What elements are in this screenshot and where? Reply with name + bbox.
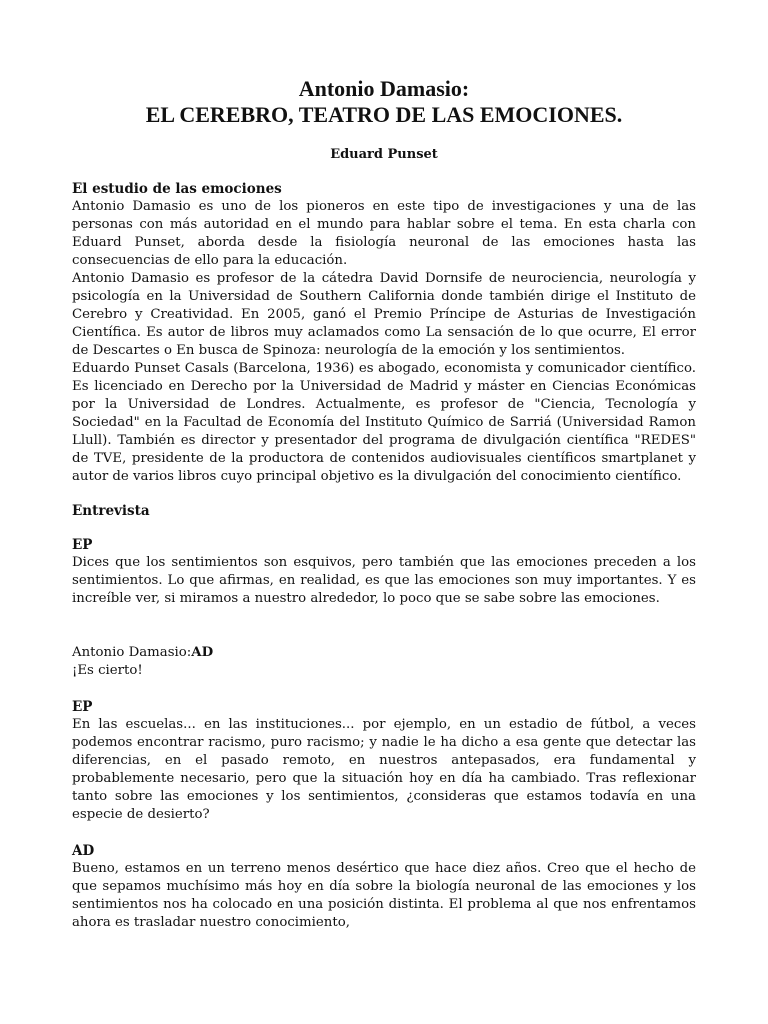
speaker-label-ep-2: EP: [72, 699, 93, 715]
intro-paragraph-3: Eduardo Punset Casals (Barcelona, 1936) es abogado, economista y comunicador científico. Es licenciado en Derecho por la Universidad de Madrid y máster en Ciencias Económicas por la Universidad de Londres. Actualmente, es profesor de "Ciencia, Tecnología y Sociedad" en la Facultad de Economía del Instituto Químico de Sarriá (Universidad Ramon Llull). También es director y presentador del programa de divulgación científica "REDES" de TVE, presidente de la productora de contenidos audiovisuales científicos smartplanet y autor de varios libros cuyo principal objetivo es la divulgación del conocimiento científico.: [72, 361, 696, 484]
answer-2: Bueno, estamos en un terreno menos desértico que hace diez años. Creo que el hecho de que sepamos muchísimo más hoy en día sobre la biología neuronal de las emociones y los sentimientos nos ha colocado en una posición distinta. El problema al que nos enfrentamos ahora es trasladar nuestro conocimiento,: [72, 861, 696, 930]
title-line-2: EL CEREBRO, TEATRO DE LAS EMOCIONES.: [145, 102, 623, 127]
intro-paragraph-2: Antonio Damasio es profesor de la cátedra David Dornsife de neurociencia, neurología y psicología en la Universidad de Southern California donde también dirige el Instituto de Cerebro y Creatividad. En 2005, ganó el Premio Príncipe de Asturias de Investigación Científica. Es autor de libros muy aclamados como La sensación de lo que ocurre, El error de Descartes o En busca de Spinoza: neurología de la emoción y los sentimientos.: [72, 271, 696, 358]
answer-1-speaker-name: Antonio Damasio:: [72, 645, 192, 660]
speaker-label-ad-1: AD: [191, 645, 214, 660]
answer-1-speaker-line: [72, 644, 696, 662]
section-heading-emotions: El estudio de las emociones: [72, 181, 282, 197]
author-name: Eduard Punset: [330, 147, 438, 162]
title-line-1: Antonio Damasio:: [298, 76, 470, 101]
speaker-label-ep-1: EP: [72, 537, 93, 553]
section-heading-interview: Entrevista: [72, 503, 150, 519]
speaker-label-ad-2: AD: [72, 843, 95, 859]
document-title: [72, 76, 696, 128]
question-2: En las escuelas... en las instituciones... por ejemplo, en un estadio de fútbol, a veces podemos encontrar racismo, puro racismo; y nadie le ha dicho a esa gente que detectar las diferencias, en el pasado remoto, en nuestros antepasados, era fundamental y probablemente necesario, pero que la situación hoy en día ha cambiado. Tras reflexionar tanto sobre las emociones y los sentimientos, ¿consideras que estamos todavía en una especie de desierto?: [72, 717, 696, 822]
question-1: Dices que los sentimientos son esquivos, pero también que las emociones preceden a los sentimientos. Lo que afirmas, en realidad, es que las emociones son muy importantes. Y es increíble ver, si miramos a nuestro alrededor, lo poco que se sabe sobre las emociones.: [72, 555, 696, 606]
answer-1: ¡Es cierto!: [72, 663, 143, 678]
intro-paragraph-1: Antonio Damasio es uno de los pioneros en este tipo de investigaciones y una de las personas con más autoridad en el mundo para hablar sobre el tema. En esta charla con Eduard Punset, aborda desde la fisiología neuronal de las emociones hasta las consecuencias de ello para la educación.: [72, 199, 696, 268]
